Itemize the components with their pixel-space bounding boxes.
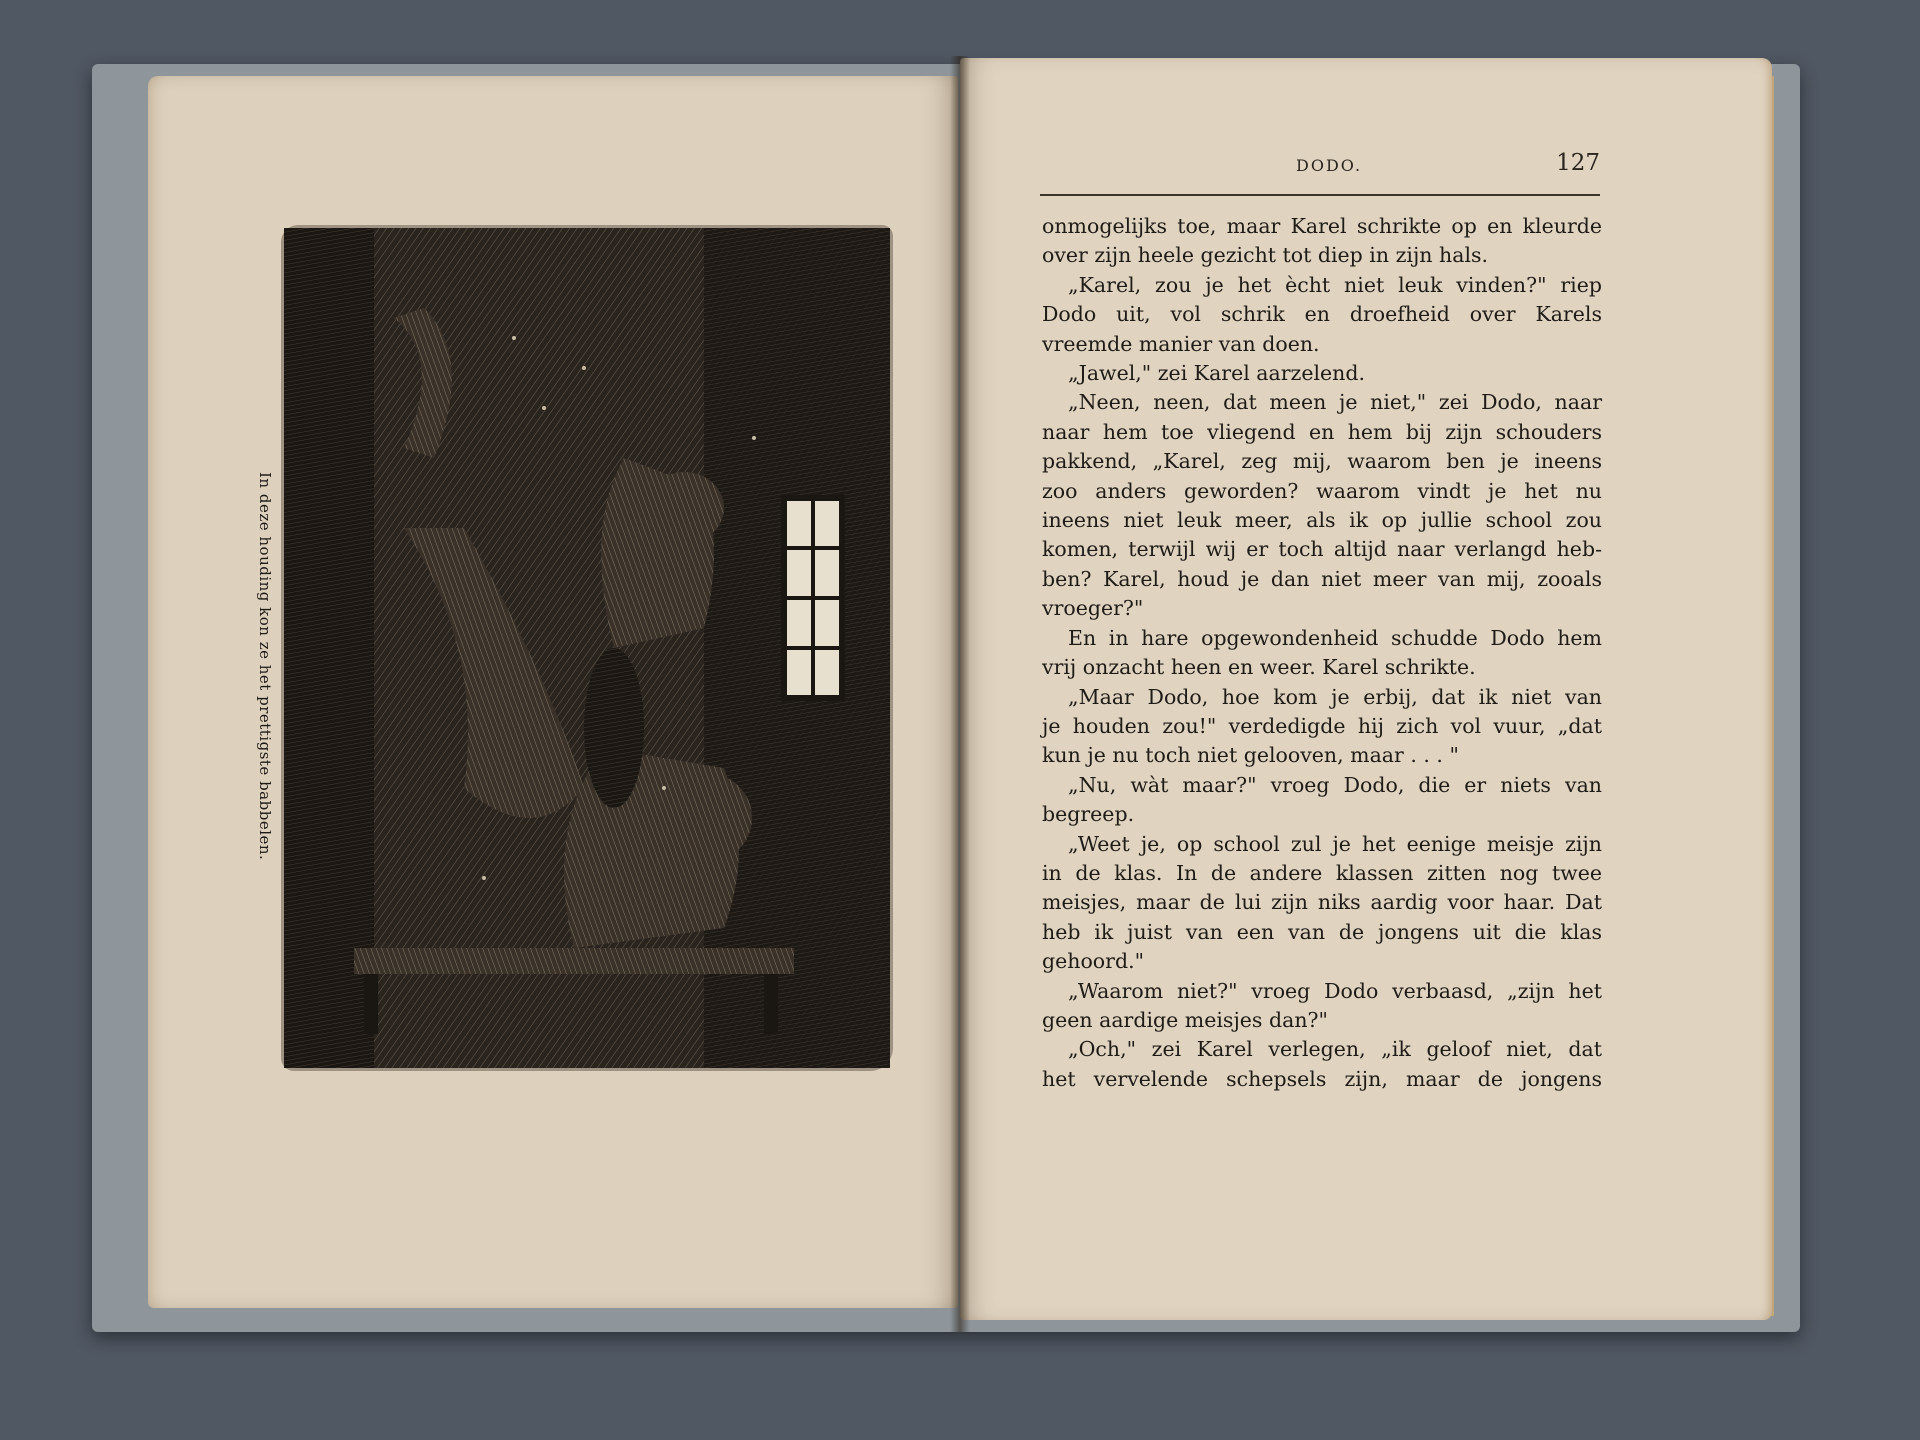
text-line: „Neen, neen, dat meen je niet," zei Dodo, naar [1068,390,1602,415]
text-line: begreep. [1042,802,1135,827]
text-line: vreemde manier van doen. [1042,331,1320,356]
running-header [1040,150,1600,196]
text-line: in de klas. In de andere klassen zitten nog twee [1042,860,1602,885]
illustration-caption: In deze houding kon ze het prettigste babbelen. [256,472,274,861]
running-title: DODO. [1296,156,1363,175]
text-line: vrij onzacht heen en weer. Karel schrikte. [1042,655,1476,680]
text-line: het vervelende schepsels zijn, maar de jongens [1042,1066,1602,1091]
text-line: heb ik juist van een van de jongens uit die klas [1042,919,1602,944]
text-line: naar hem toe vliegend en hem bij zijn schouders [1042,419,1602,444]
engraving-illustration [284,228,890,1068]
text-line: „Nu, wàt maar?" vroeg Dodo, die er niets van [1068,772,1602,797]
text-line: gehoord." [1042,949,1145,974]
text-line: ineens niet leuk meer, als ik op jullie school zou [1042,508,1602,533]
text-line: komen, terwijl wij er toch altijd naar verlangd heb- [1042,537,1602,562]
text-line: ben? Karel, houd je dan niet meer van mij, zooals [1042,566,1602,591]
text-line: „Karel, zou je het ècht niet leuk vinden?" riep [1068,272,1602,297]
text-line: „Weet je, op school zul je het eenige meisje zijn [1068,831,1602,856]
text-line: „Jawel," zei Karel aarzelend. [1068,361,1366,386]
text-line: pakkend, „Karel, zeg mij, waarom ben je ineens [1042,449,1602,474]
text-line: „Och," zei Karel verlegen, „ik geloof niet, dat [1068,1037,1602,1062]
text-line: „Waarom niet?" vroeg Dodo verbaasd, „zijn het [1068,978,1602,1003]
text-line: Dodo uit, vol schrik en droefheid over Karels [1042,302,1602,327]
text-line: geen aardige meisjes dan?" [1042,1007,1328,1032]
page-body-text [1042,212,1602,1094]
book-gutter [950,56,970,1332]
text-line: meisjes, maar de lui zijn niks aardig voor haar. Dat [1042,890,1602,915]
text-line: vroeger?" [1042,596,1144,621]
page-number: 127 [1556,150,1600,176]
text-line: zoo anders geworden? waarom vindt je het nu [1042,478,1602,503]
text-line: En in hare opgewondenheid schudde Dodo hem [1068,625,1602,650]
illustration-drawing [284,228,890,1068]
text-line: „Maar Dodo, hoe kom je erbij, dat ik niet van [1068,684,1602,709]
text-line: over zijn heele gezicht tot diep in zijn hals. [1042,243,1489,268]
text-line: kun je nu toch niet gelooven, maar . . . " [1042,743,1459,768]
text-line: je houden zou!" verdedigde hij zich vol vuur, „dat [1042,713,1602,738]
text-line: onmogelijks toe, maar Karel schrikte op en kleurde [1042,214,1602,238]
